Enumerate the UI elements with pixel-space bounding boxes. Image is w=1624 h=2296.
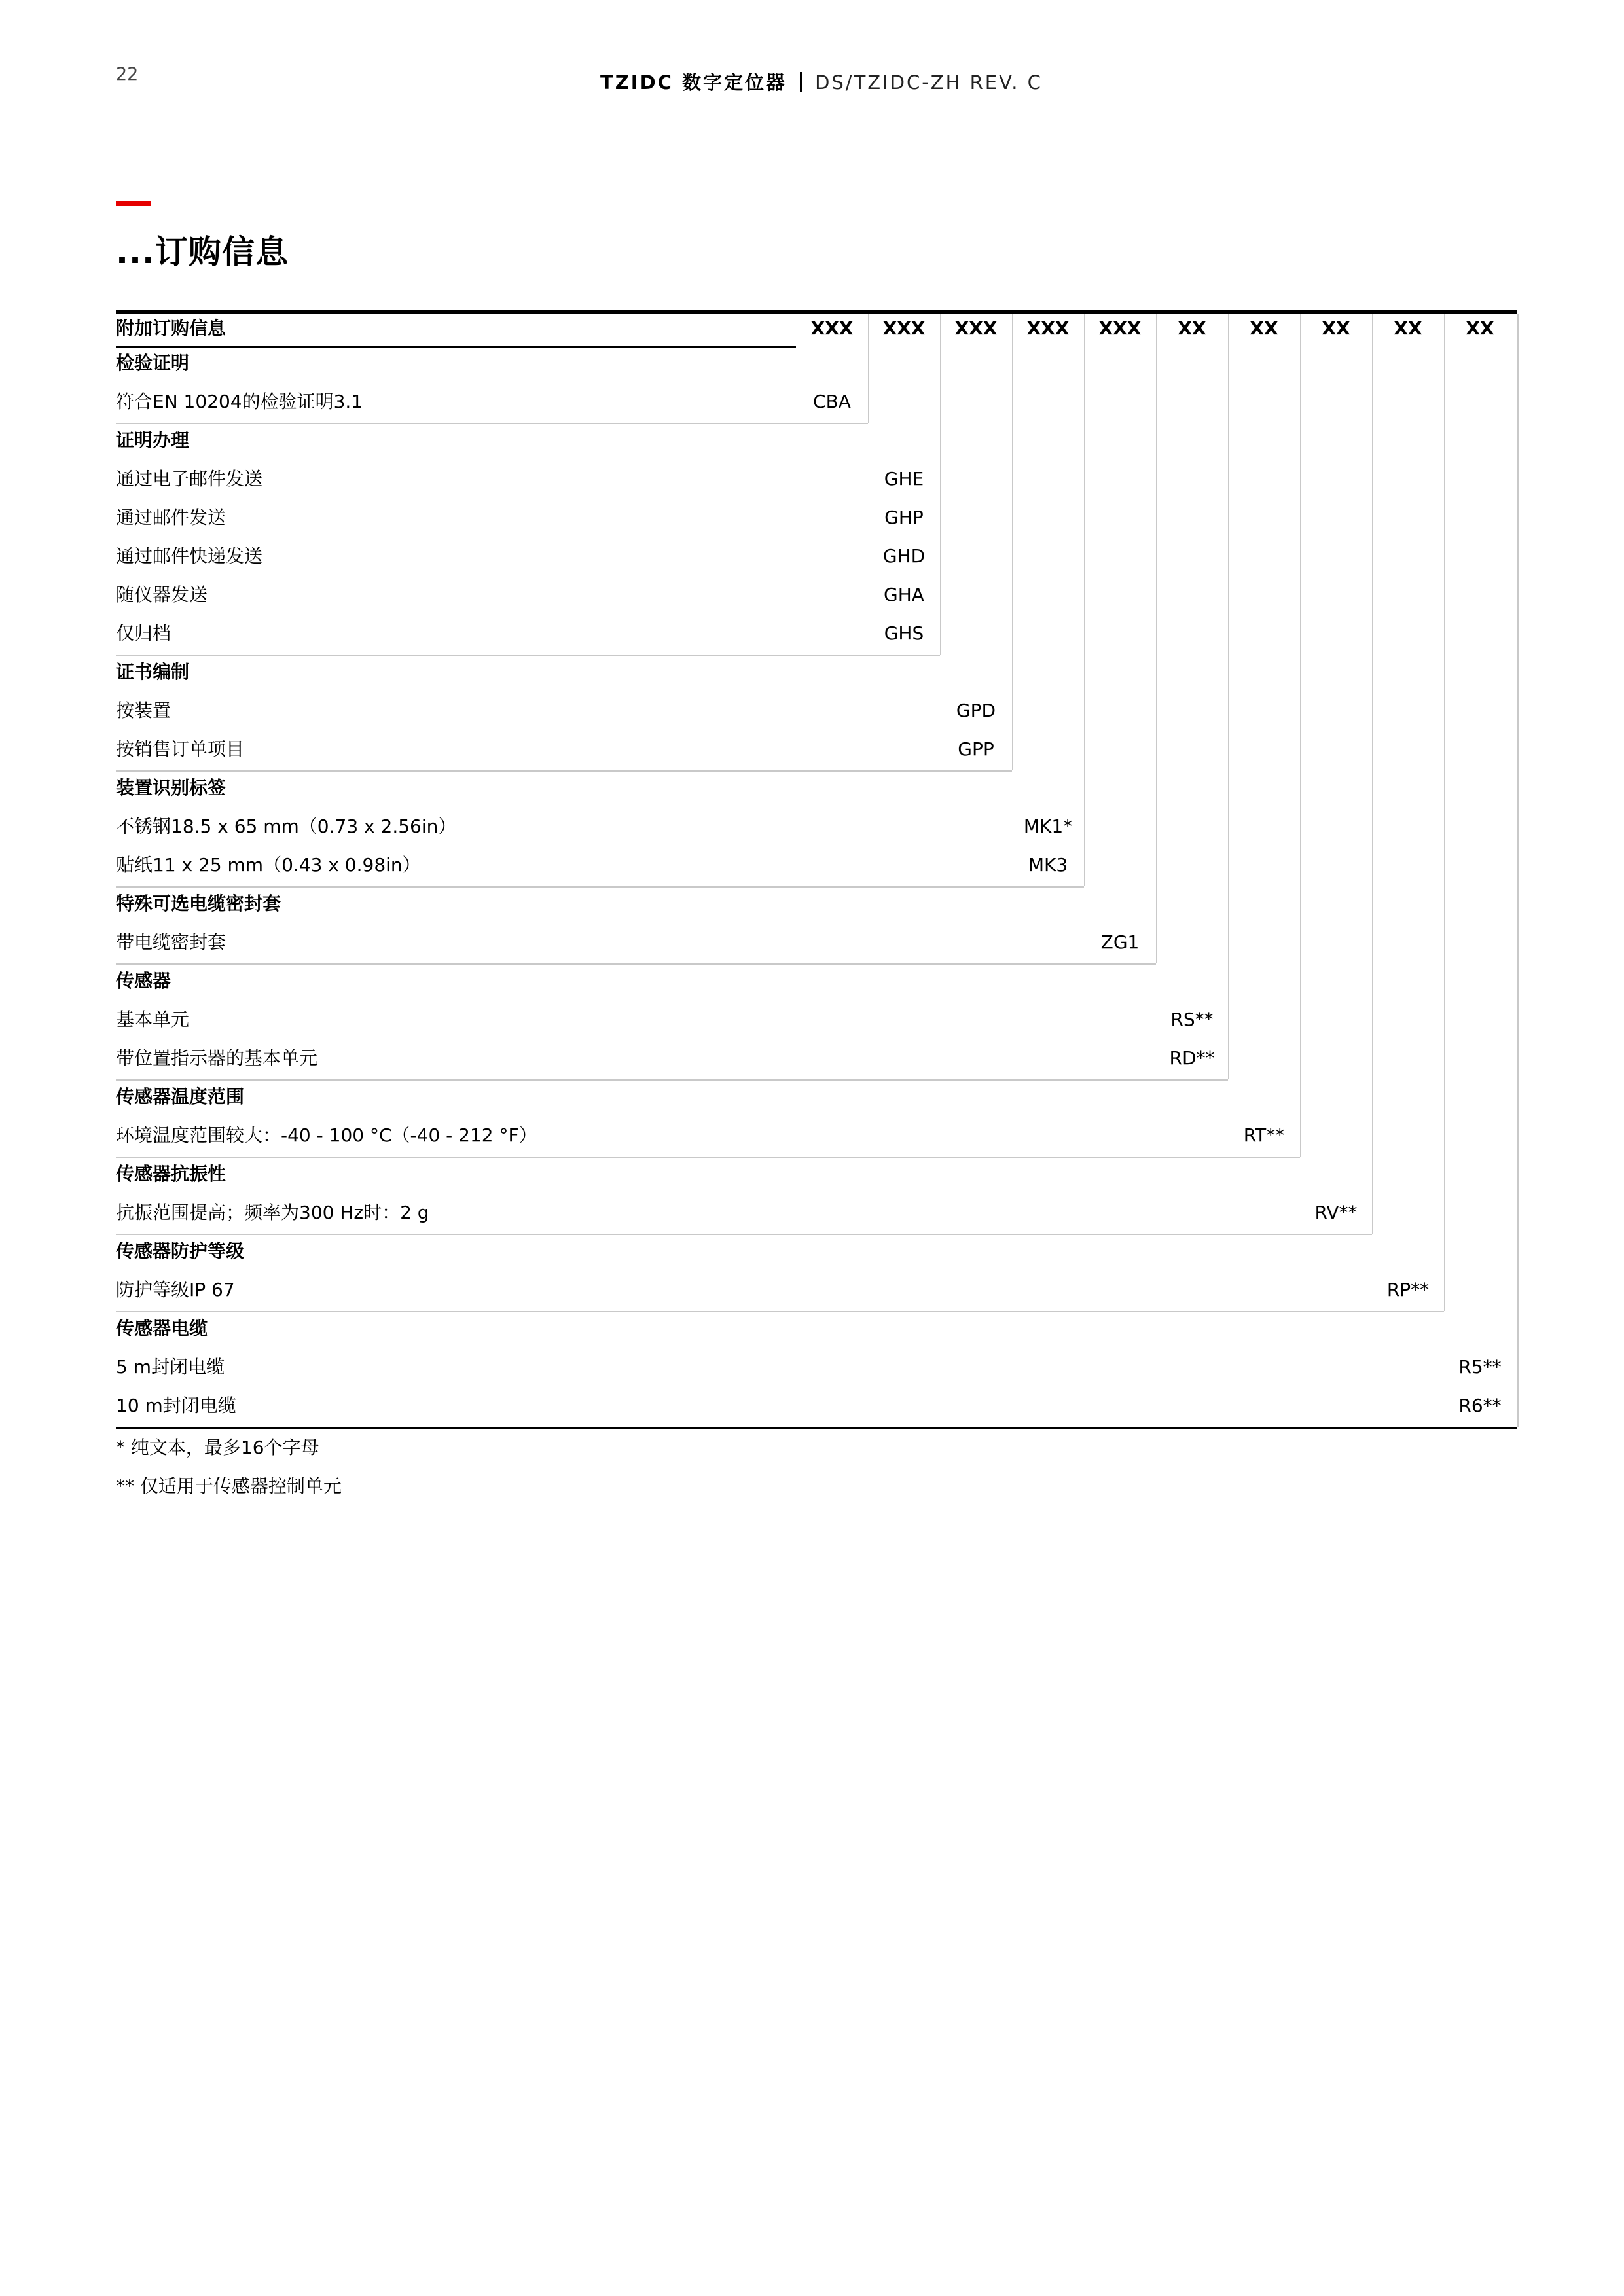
option-code: RD** — [1169, 1047, 1215, 1069]
option-label: 通过电子邮件发送 — [116, 468, 263, 490]
column-header: XXX — [882, 317, 926, 339]
column-divider — [1228, 314, 1229, 1079]
option-code: MK3 — [1028, 854, 1068, 876]
section-heading: 证书编制 — [116, 661, 190, 683]
group-bottom-rule — [116, 886, 1084, 888]
column-header: XX — [1250, 317, 1278, 339]
column-header: XXX — [954, 317, 998, 339]
group-bottom-rule — [116, 770, 1012, 772]
option-code: RT** — [1243, 1124, 1285, 1146]
group-bottom-rule — [116, 963, 1156, 965]
option-label: 基本单元 — [116, 1009, 190, 1030]
section-heading: 传感器 — [116, 970, 171, 992]
section-heading: 传感器温度范围 — [116, 1086, 245, 1107]
column-header: XX — [1322, 317, 1350, 339]
option-label: 按装置 — [116, 700, 171, 721]
group-bottom-rule — [116, 655, 940, 656]
section-heading: 证明办理 — [116, 429, 190, 451]
option-label: 按销售订单项目 — [116, 738, 245, 760]
option-label: 10 m封闭电缆 — [116, 1395, 236, 1416]
option-code: GHA — [884, 584, 924, 605]
option-code: GHP — [884, 507, 924, 528]
option-label: 环境温度范围较大：-40 - 100 °C（-40 - 212 °F） — [116, 1124, 537, 1146]
section-heading: 传感器防护等级 — [116, 1240, 245, 1262]
option-label: 防护等级IP 67 — [116, 1279, 235, 1300]
column-divider — [1084, 314, 1085, 886]
option-label: 仅归档 — [116, 622, 171, 644]
section-heading: 传感器电缆 — [116, 1318, 208, 1339]
option-code: MK1* — [1023, 816, 1073, 837]
column-header: XXX — [1098, 317, 1142, 339]
group-bottom-rule — [116, 423, 868, 424]
column-header: XXX — [810, 317, 854, 339]
option-label: 5 m封闭电缆 — [116, 1356, 225, 1378]
group-bottom-rule — [116, 1234, 1372, 1235]
option-label: 随仪器发送 — [116, 584, 208, 605]
option-code: GHE — [884, 468, 924, 490]
table-header-underline — [116, 346, 796, 348]
section-heading: 特殊可选电缆密封套 — [116, 893, 281, 914]
page-title: ...订购信息 — [116, 233, 289, 271]
header-doc-id: DS/TZIDC-ZH REV. C — [815, 71, 1043, 94]
column-divider — [1012, 314, 1013, 770]
option-code: ZG1 — [1100, 931, 1140, 953]
column-divider — [1444, 314, 1445, 1311]
table-header-label: 附加订购信息 — [116, 317, 226, 339]
option-code: R5** — [1458, 1356, 1502, 1378]
group-bottom-rule — [116, 1311, 1444, 1312]
column-divider — [1156, 314, 1157, 963]
section-heading: 装置识别标签 — [116, 777, 226, 798]
column-divider — [940, 314, 941, 655]
section-heading: 传感器抗振性 — [116, 1163, 226, 1185]
option-label: 通过邮件快递发送 — [116, 545, 263, 567]
option-label: 符合EN 10204的检验证明3.1 — [116, 391, 363, 412]
footnote: ** 仅适用于传感器控制单元 — [116, 1475, 342, 1497]
column-divider — [1300, 314, 1301, 1157]
option-code: RV** — [1314, 1202, 1358, 1223]
table-top-rule — [116, 310, 1517, 314]
table-bottom-rule — [116, 1427, 1517, 1429]
option-code: GPP — [958, 738, 994, 760]
header-product: TZIDC 数字定位器 — [600, 71, 787, 94]
option-code: R6** — [1458, 1395, 1502, 1416]
option-label: 贴纸11 x 25 mm（0.43 x 0.98in） — [116, 854, 421, 876]
column-header: XX — [1178, 317, 1206, 339]
option-code: RP** — [1386, 1279, 1430, 1300]
column-divider — [1372, 314, 1373, 1234]
option-label: 不锈钢18.5 x 65 mm（0.73 x 2.56in） — [116, 816, 457, 837]
option-label: 带位置指示器的基本单元 — [116, 1047, 318, 1069]
column-header: XX — [1466, 317, 1494, 339]
column-divider — [868, 314, 869, 423]
column-header: XXX — [1026, 317, 1070, 339]
group-bottom-rule — [116, 1079, 1228, 1081]
section-heading: 检验证明 — [116, 352, 190, 374]
option-code: CBA — [813, 391, 851, 412]
page-number: 22 — [116, 64, 139, 84]
column-divider — [1517, 314, 1519, 1427]
option-code: GHS — [884, 622, 924, 644]
option-label: 通过邮件发送 — [116, 507, 226, 528]
option-code: GHD — [882, 545, 926, 567]
option-label: 抗振范围提高；频率为300 Hz时：2 g — [116, 1202, 429, 1223]
column-header: XX — [1394, 317, 1422, 339]
option-code: RS** — [1170, 1009, 1214, 1030]
footnote: * 纯文本，最多16个字母 — [116, 1437, 319, 1458]
option-label: 带电缆密封套 — [116, 931, 226, 953]
group-bottom-rule — [116, 1157, 1300, 1158]
option-code: GPD — [956, 700, 996, 721]
